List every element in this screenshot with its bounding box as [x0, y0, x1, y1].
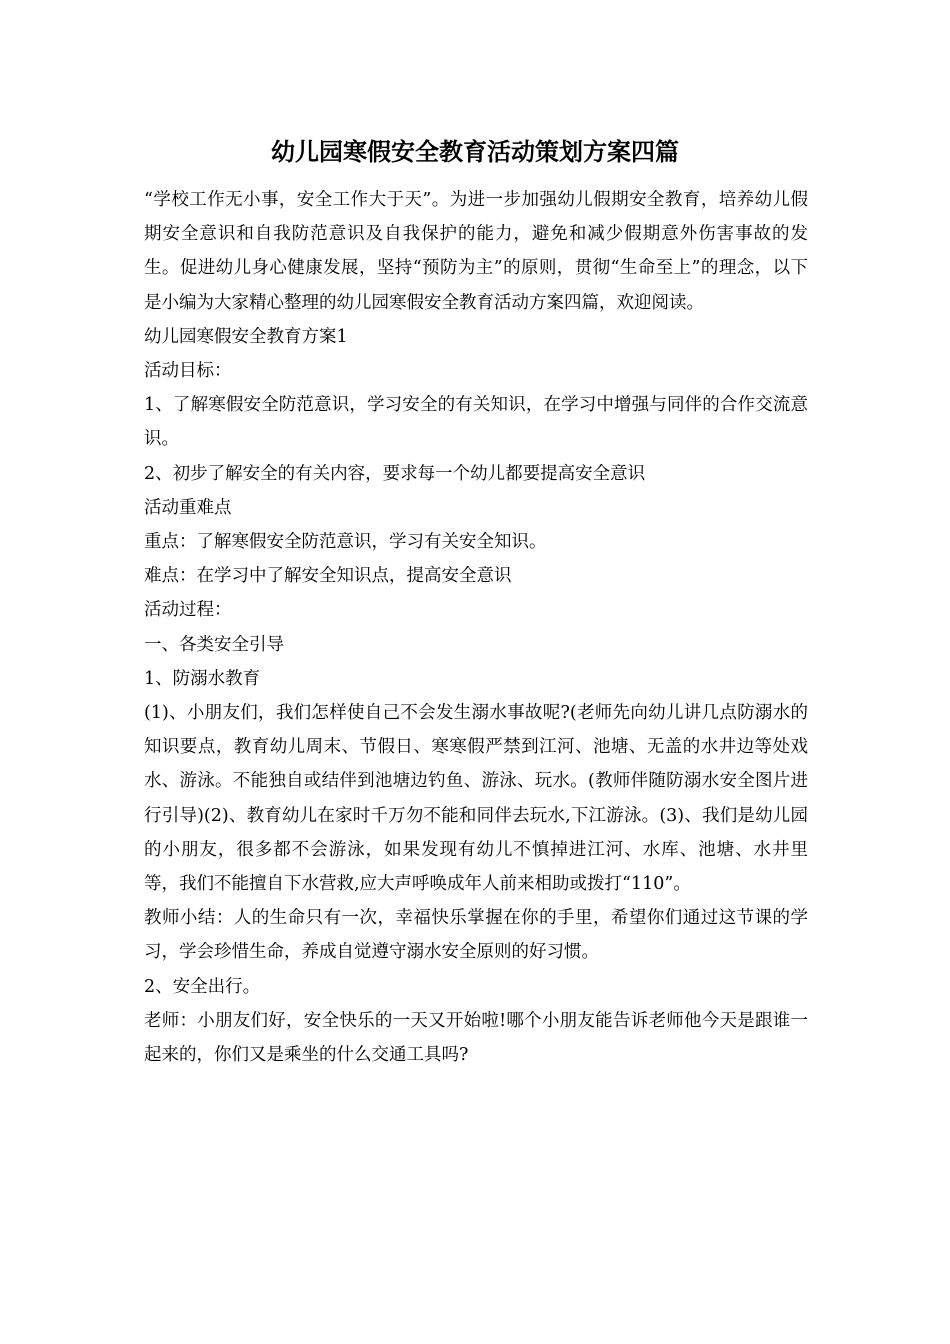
paragraph-intro: “学校工作无小事，安全工作大于天”。为进一步加强幼儿假期安全教育，培养幼儿假期安全意识和自我防范意识及自我保护的能力，避免和减少假期意外伤害事故的发生。促进幼儿身心健康发展，坚持“预防为主”的原则，贯彻“生命至上”的理念，以下是小编为大家精心整理的幼儿园寒假安全教育活动方案四篇，欢迎阅读。 — [144, 190, 808, 313]
paragraph-section-1: 一、各类安全引导 — [144, 634, 284, 655]
paragraph-goal-2: 2、初步了解安全的有关内容，要求每一个幼儿都要提高安全意识 — [144, 463, 646, 484]
paragraph-process-heading: 活动过程： — [144, 600, 232, 621]
paragraph-key-point: 重点：了解寒假安全防范意识，学习有关安全知识。 — [144, 532, 547, 553]
paragraph-teacher-summary: 教师小结：人的生命只有一次，幸福快乐掌握在你的手里，希望你们通过这节课的学习，学会珍惜生命，养成自觉遵守溺水安全原则的好习惯。 — [144, 908, 808, 963]
paragraph-difficult-point: 难点：在学习中了解安全知识点，提高安全意识 — [144, 566, 512, 587]
paragraph-subsection-drowning: 1、防溺水教育 — [144, 668, 261, 689]
paragraph-goals-heading: 活动目标： — [144, 361, 232, 382]
paragraph-teacher-dialogue: 老师：小朋友们好，安全快乐的一天又开始啦!哪个小朋友能告诉老师他今天是跟谁一起来的，你们又是乘坐的什么交通工具吗? — [144, 1010, 808, 1066]
document-body — [144, 183, 808, 1072]
paragraph-subsection-travel: 2、安全出行。 — [144, 976, 261, 997]
paragraph-plan-heading: 幼儿园寒假安全教育方案1 — [144, 326, 348, 347]
paragraph-key-points-heading: 活动重难点 — [144, 497, 232, 518]
paragraph-drowning-content: (1)、小朋友们，我们怎样使自己不会发生溺水事故呢?(老师先向幼儿讲几点防溺水的知识要点，教育幼儿周末、节假日、寒寒假严禁到江河、池塘、无盖的水井边等处戏水、游泳。不能独自或结伴到池塘边钓鱼、游泳、玩水。(教师伴随防溺水安全图片进行引导)(2)、教育幼儿在家时千万勿不能和同伴去玩水,下江游泳。(3)、我们是幼儿园的小朋友，很多都不会游泳，如果发现有幼儿不慎掉进江河、水库、池塘、水井里等，我们不能擅自下水营救,应大声呼唤成年人前来相助或拨打“110”。 — [144, 703, 808, 895]
document-title: 幼儿园寒假安全教育活动策划方案四篇 — [271, 137, 679, 166]
paragraph-goal-1: 1、了解寒假安全防范意识，学习安全的有关知识，在学习中增强与同伴的合作交流意识。 — [144, 395, 808, 450]
